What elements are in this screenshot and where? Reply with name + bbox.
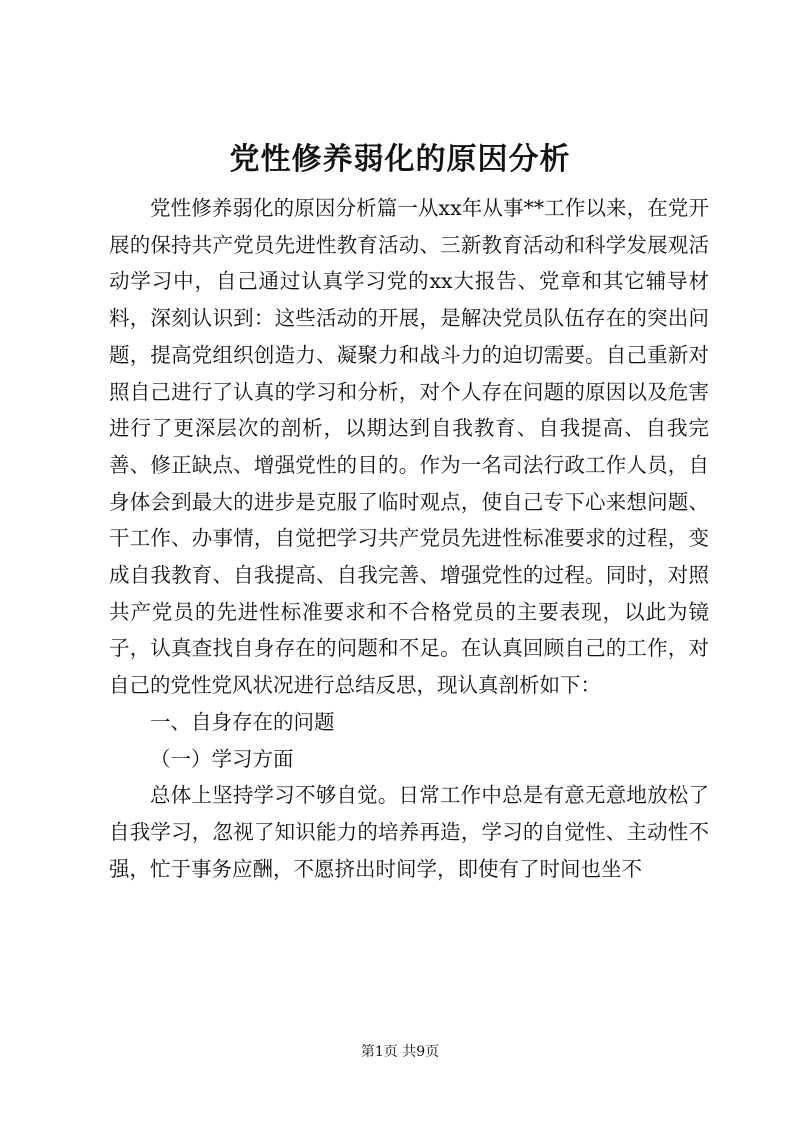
page-number-footer: 第1页 共9页 bbox=[360, 1044, 440, 1060]
body-paragraph: 党性修养弱化的原因分析篇一从xx年从事**工作以来，在党开展的保持共产党员先进性教育活动、三新教育活动和科学发展观活动学习中，自己通过认真学习党的xx大报告、党章和其它辅导材料，深刻认识到：这些活动的开展，是解决党员队伍存在的突出问题，提高党组织创造力、凝聚力和战斗力的迫切需要。自己重新对照自己进行了认真的学习和分析，对个人存在问题的原因以及危害进行了更深层次的剖析，以期达到自我教育、自我提高、自我完善、修正缺点、增强党性的目的。作为一名司法行政工作人员，自身体会到最大的进步是克服了临时观点，使自己专下心来想问题、干工作、办事情，自觉把学习共产党员先进性标准要求的过程，变成自我教育、自我提高、自我完善、增强党性的过程。同时，对照共产党员的先进性标准要求和不合格党员的主要表现，以此为镜子，认真查找自身存在的问题和不足。在认真回顾自己的工作，对自己的党性党风状况进行总结反思，现认真剖析如下： bbox=[109, 196, 709, 698]
document-title: 党性修养弱化的原因分析 bbox=[229, 142, 571, 177]
document-body bbox=[109, 190, 709, 887]
body-paragraph: 总体上坚持学习不够自觉。日常工作中总是有意无意地放松了自我学习，忽视了知识能力的培养再造，学习的自觉性、主动性不强，忙于事务应酬，不愿挤出时间学，即使有了时间也坐不 bbox=[109, 783, 709, 881]
subsection-heading: （一）学习方面 bbox=[150, 746, 294, 771]
section-heading: 一、自身存在的问题 bbox=[150, 709, 335, 734]
